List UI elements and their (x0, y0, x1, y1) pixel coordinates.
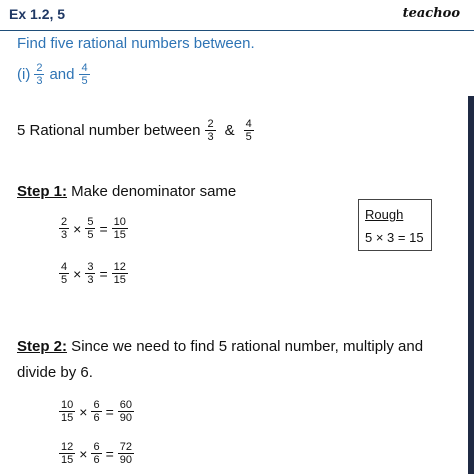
header-bar (0, 0, 474, 31)
eq-num: 3 (87, 261, 94, 273)
eq-den: 15 (113, 274, 126, 286)
eq-den: 6 (93, 412, 100, 424)
equals-sign: = (105, 445, 114, 462)
intro-fraction-a (205, 118, 215, 143)
intro-fraction-b-den: 5 (245, 131, 252, 143)
eq-den: 15 (61, 412, 74, 424)
intro-fraction-b-num: 4 (245, 118, 252, 130)
fraction-b (79, 62, 89, 87)
intro-fraction-b (244, 118, 254, 143)
step2-equation-1 (58, 399, 135, 424)
intro-line (17, 118, 255, 143)
step1-equation-1 (58, 216, 129, 241)
times-sign: × (73, 220, 82, 237)
equals-sign: = (105, 403, 114, 420)
equals-sign: = (99, 220, 108, 237)
step1-text: Make denominator same (67, 183, 237, 200)
eq-num: 72 (119, 441, 132, 453)
eq-num: 6 (93, 399, 100, 411)
question-part (17, 62, 91, 87)
ampersand: & (224, 122, 235, 139)
times-sign: × (79, 403, 88, 420)
intro-fraction-a-den: 3 (207, 131, 214, 143)
step2-text-continued: divide by 6. (17, 364, 93, 381)
eq-num: 10 (113, 216, 126, 228)
eq-num: 5 (87, 216, 94, 228)
fraction-a-num: 2 (36, 62, 43, 74)
step2-equation-2 (58, 441, 135, 466)
eq-num: 10 (61, 399, 74, 411)
eq-num: 6 (93, 441, 100, 453)
step2-text: Since we need to find 5 rational number, multiply and (67, 338, 424, 355)
times-sign: × (79, 445, 88, 462)
rough-work-box (358, 199, 432, 251)
eq-den: 6 (93, 454, 100, 466)
step1-equation-2 (58, 261, 129, 286)
part-label: (i) (17, 66, 31, 83)
eq-den: 15 (113, 229, 126, 241)
step2-label: Step 2: (17, 338, 68, 355)
eq-den: 3 (87, 274, 94, 286)
brand-logo: teachoo (402, 6, 460, 21)
eq-num: 60 (119, 399, 132, 411)
eq-den: 5 (87, 229, 94, 241)
fraction-b-num: 4 (81, 62, 88, 74)
times-sign: × (73, 265, 82, 282)
fraction-a (34, 62, 44, 87)
fraction-a-den: 3 (36, 75, 43, 87)
exercise-title: Ex 1.2, 5 (9, 6, 66, 22)
eq-den: 15 (61, 454, 74, 466)
eq-num: 2 (61, 216, 68, 228)
eq-num: 12 (113, 261, 126, 273)
question-prompt: Find five rational numbers between. (17, 35, 255, 52)
eq-den: 90 (119, 412, 132, 424)
step1-label: Step 1: (17, 183, 68, 200)
eq-num: 12 (61, 441, 74, 453)
and-word: and (49, 66, 75, 83)
rough-title: Rough (365, 207, 404, 222)
eq-num: 4 (61, 261, 68, 273)
eq-den: 5 (61, 274, 68, 286)
intro-fraction-a-num: 2 (207, 118, 214, 130)
rough-text: 5 × 3 = 15 (365, 230, 424, 245)
eq-den: 3 (61, 229, 68, 241)
eq-den: 90 (119, 454, 132, 466)
side-scroll-stripe (468, 96, 474, 474)
fraction-b-den: 5 (81, 75, 88, 87)
step1-heading (17, 183, 236, 200)
equals-sign: = (99, 265, 108, 282)
step2-heading (17, 338, 423, 355)
intro-text: 5 Rational number between (17, 122, 201, 139)
